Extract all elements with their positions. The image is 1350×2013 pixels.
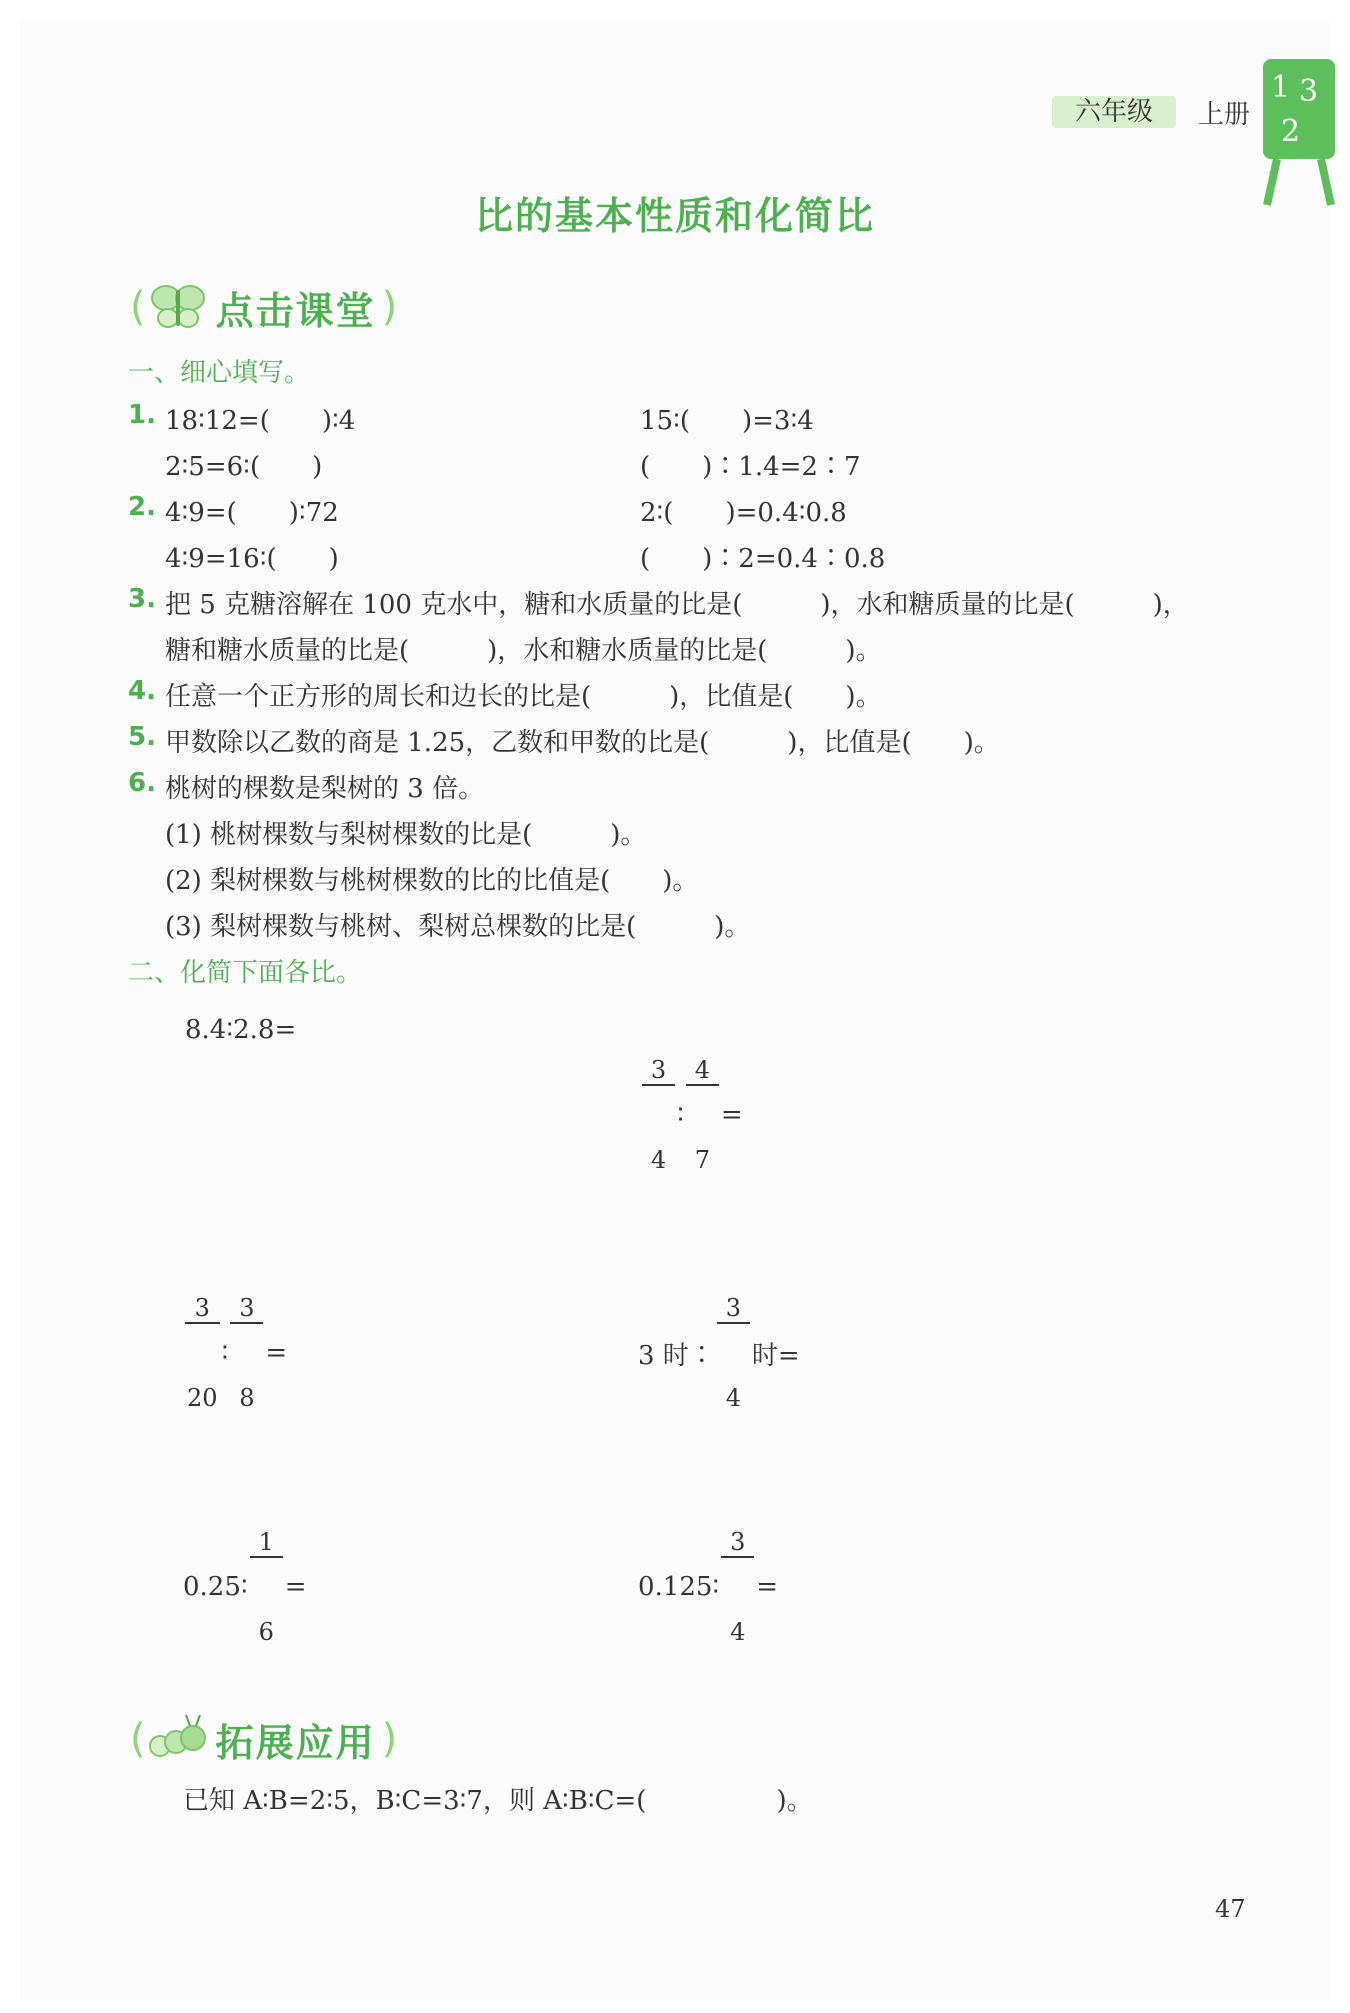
expr-1-text: 8.4∶2.8= — [185, 1015, 297, 1045]
expr-5-num: 1 — [250, 1528, 283, 1558]
q4-text: 任意一个正方形的周长和边长的比是( )，比值是( )。 — [165, 682, 882, 712]
q6-sub2: (2) 梨树棵数与桃树棵数的比的比值是( )。 — [165, 866, 699, 896]
expr-4-prefix: 3 时∶ — [638, 1340, 715, 1371]
expr-3-ratio-sign: ∶ — [221, 1338, 229, 1368]
expr-2-equals: = — [720, 1100, 743, 1130]
q5-number: 5. — [128, 722, 156, 752]
expr-5 — [183, 1468, 307, 1706]
caterpillar-icon — [146, 1712, 210, 1766]
q1-number: 1. — [128, 400, 156, 430]
expr-3 — [183, 1234, 287, 1472]
butterfly-icon — [146, 280, 210, 334]
expr-3-den-2: 8 — [239, 1384, 255, 1412]
q2-c: 4∶9=16∶( ) — [165, 544, 339, 574]
section-label-extend: 拓展应用 — [215, 1720, 376, 1765]
q4-number: 4. — [128, 676, 156, 706]
section-banner-extend — [130, 1712, 397, 1766]
svg-text:1: 1 — [1271, 70, 1291, 105]
svg-text:2: 2 — [1281, 114, 1301, 149]
q2-number: 2. — [128, 492, 156, 522]
banner-left-bracket: ( — [130, 284, 146, 330]
grade-tag: 六年级 — [1052, 96, 1176, 128]
expr-3-num-1: 3 — [185, 1294, 220, 1324]
q3-line1: 把 5 克糖溶解在 100 克水中，糖和水质量的比是( )，水和糖质量的比是( )， — [165, 590, 1189, 620]
expr-6-frac — [721, 1468, 754, 1706]
expr-6 — [638, 1468, 778, 1706]
expr-2-num-2: 4 — [686, 1056, 719, 1086]
expr-2-den-2: 7 — [694, 1146, 711, 1174]
q3-line2: 糖和糖水质量的比是( )，水和糖水质量的比是( )。 — [165, 636, 882, 666]
section-label-classroom: 点击课堂 — [215, 288, 376, 333]
expr-2-den-1: 4 — [650, 1146, 667, 1174]
expr-3-den-1: 20 — [187, 1384, 218, 1412]
expr-3-num-2: 3 — [230, 1294, 263, 1324]
expr-4-den: 4 — [725, 1384, 741, 1412]
page-number: 47 — [1215, 1895, 1246, 1923]
q6-number: 6. — [128, 768, 156, 798]
expr-2-frac-1 — [642, 996, 675, 1234]
expr-6-prefix: 0.125∶ — [638, 1572, 720, 1602]
banner-right-bracket: ) — [381, 1716, 398, 1762]
expr-4-suffix: 时= — [751, 1340, 800, 1371]
volume-tag: 上册 — [1198, 100, 1251, 130]
q1-b: 15∶( )=3∶4 — [640, 406, 814, 436]
q1-c: 2∶5=6∶( ) — [165, 452, 323, 482]
expr-6-num: 3 — [721, 1528, 754, 1558]
q6-sub1: (1) 桃树棵数与梨树棵数的比是( )。 — [165, 820, 647, 850]
q3-number: 3. — [128, 584, 156, 614]
expr-4-num: 3 — [717, 1294, 750, 1324]
expr-2-num-1: 3 — [642, 1056, 675, 1086]
q1-d: ( )∶1.4=2∶7 — [640, 452, 861, 482]
expr-3-frac-2 — [230, 1234, 263, 1472]
expr-1 — [185, 1010, 296, 1050]
banner-right-bracket: ) — [381, 284, 398, 330]
part1-heading: 一、细心填写。 — [128, 358, 311, 388]
q2-b: 2∶( )=0.4∶0.8 — [640, 498, 847, 528]
expr-6-equals: = — [756, 1572, 779, 1602]
q1-a: 18∶12=( )∶4 — [165, 406, 356, 436]
q6-text: 桃树的棵数是梨树的 3 倍。 — [165, 774, 485, 804]
expr-5-frac — [250, 1468, 283, 1706]
page-title: 比的基本性质和化简比 — [474, 194, 875, 238]
extend-question: 已知 A∶B=2∶5，B∶C=3∶7，则 A∶B∶C=( )。 — [183, 1786, 813, 1816]
expr-6-den: 4 — [730, 1618, 746, 1646]
expr-2-frac-2 — [686, 996, 719, 1234]
expr-4-frac — [717, 1234, 750, 1472]
q6-sub3: (3) 梨树棵数与桃树、梨树总棵数的比是( )。 — [165, 912, 751, 942]
section-banner-classroom — [130, 280, 397, 334]
q2-d: ( )∶2=0.4∶0.8 — [640, 544, 886, 574]
expr-5-prefix: 0.25∶ — [183, 1572, 248, 1602]
svg-text:3: 3 — [1299, 74, 1319, 109]
expr-5-equals: = — [284, 1572, 307, 1602]
expr-3-equals: = — [265, 1338, 288, 1368]
expr-5-den: 6 — [258, 1618, 274, 1646]
expr-2-ratio-sign: ∶ — [677, 1100, 684, 1130]
banner-left-bracket: ( — [130, 1716, 146, 1762]
q5-text: 甲数除以乙数的商是 1.25，乙数和甲数的比是( )，比值是( )。 — [165, 728, 1000, 758]
expr-3-frac-1 — [185, 1234, 220, 1472]
q2-a: 4∶9=( )∶72 — [165, 498, 339, 528]
part2-heading: 二、化简下面各比。 — [128, 958, 363, 988]
expr-2 — [640, 996, 743, 1234]
expr-4 — [638, 1234, 800, 1472]
